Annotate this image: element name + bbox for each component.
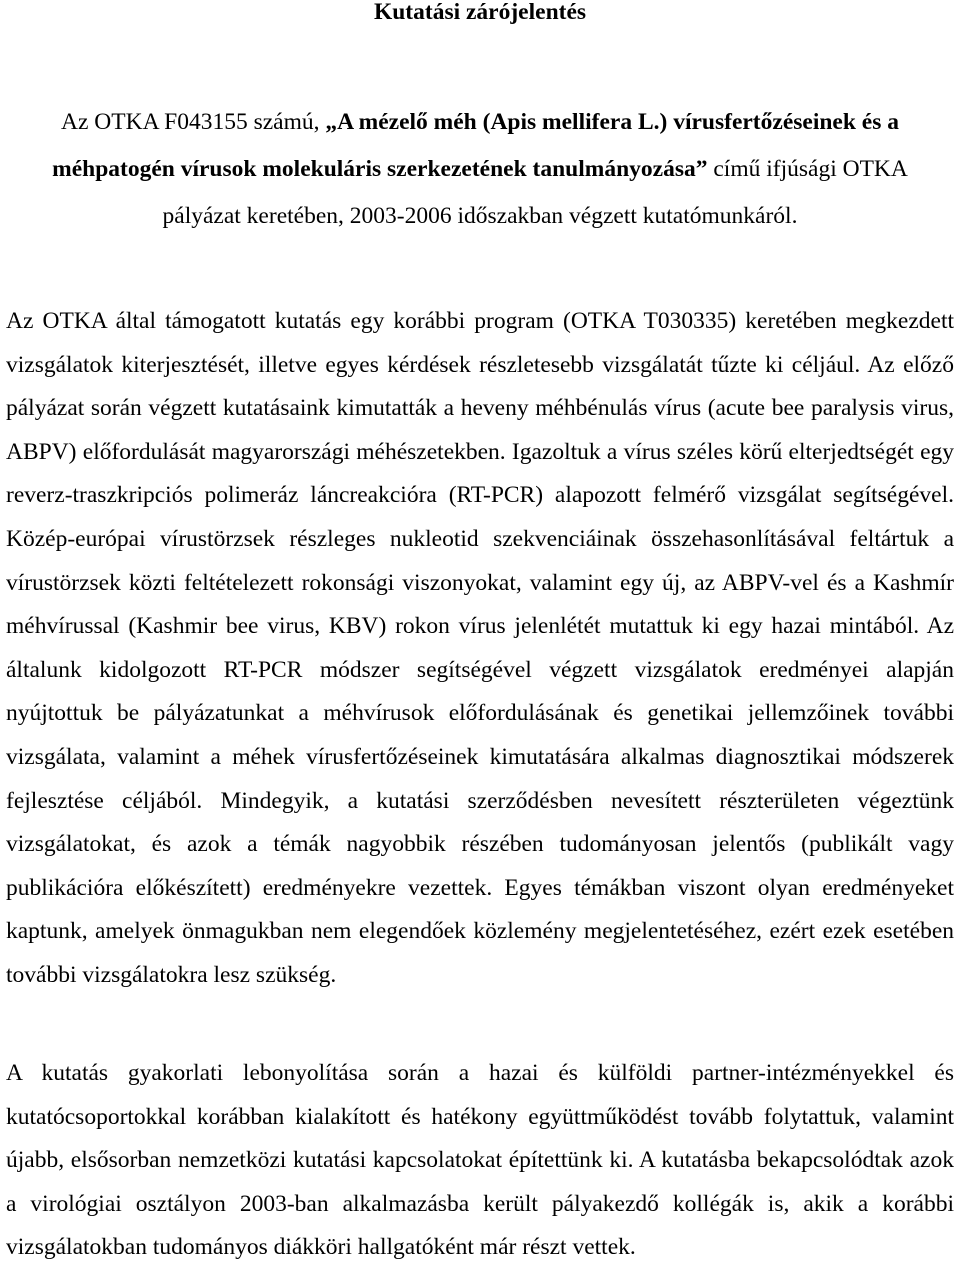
intro-paragraph	[20, 99, 940, 240]
intro-suffix: című ifjúsági OTKA pályázat keretében, 2003-2006 időszakban végzett kutatómunkáról.	[162, 156, 908, 229]
document-title: Kutatási zárójelentés	[373, 0, 587, 25]
body-paragraph-1: Az OTKA által támogatott kutatás egy korábbi program (OTKA T030335) keretében megkezdett vizsgálatok kiterjesztését, illetve egyes kérdések részletesebb vizsgálatát tűzte ki céljául. Az előző pályázat során végzett kutatásaink kimutatták a heveny méhbénulás vírus (acute bee paralysis virus, ABPV) előfordulását magyarországi méhészetekben. Igazoltuk a vírus széles körű elterjedtségét egy reverz-traszkripciós polimeráz láncreakcióra (RT-PCR) alapozott felmérő vizsgálat segítségével. Közép-európai vírustörzsek részleges nukleotid szekvenciáinak összehasonlításával feltártuk a vírustörzsek közti feltételezett rokonsági viszonyokat, valamint egy új, az ABPV-vel és a Kashmír méhvírussal (Kashmir bee virus, KBV) rokon vírus jelenlétét mutattuk ki egy hazai mintából. Az általunk kidolgozott RT-PCR módszer segítségével végzett vizsgálatok eredményei alapján nyújtottuk be pályázatunkat a méhvírusok előfordulásának és genetikai jellemzőinek további vizsgálata, valamint a méhek vírusfertőzéseinek kimutatására alkalmas diagnosztikai módszerek fejlesztése céljából. Mindegyik, a kutatási szerződésben nevesített részterületen végeztünk vizsgálatokat, és azok a témák nagyobbik részében tudományosan jelentős (publikált vagy publikációra előkészített) eredményekre vezettek. Egyes témákban viszont olyan eredményeket kaptunk, amelyek önmagukban nem elegendőek közlemény megjelentetéséhez, ezért ezek esetében további vizsgálatokra lesz szükség.	[6, 308, 954, 988]
intro-prefix: Az OTKA F043155 számú,	[61, 109, 326, 135]
project-title: „A mézelő méh (Apis mellifera L.) vírusfertőzéseinek és a méhpatogén vírusok molekuláris szerkezetének tanulmányozása”	[52, 109, 899, 182]
body-paragraph-2: A kutatás gyakorlati lebonyolítása során a hazai és külföldi partner-intézményekkel és kutatócsoportokkal korábban kialakított és hatékony együttműködést tovább folytattuk, valamint újabb, elsősorban nemzetközi kutatási kapcsolatokat építettünk ki. A kutatásba bekapcsolódtak azok a virológiai osztályon 2003-ban alkalmazásba került pályakezdő kollégák is, akik a korábbi vizsgálatokban tudományos diákköri hallgatóként már részt vettek.	[6, 1060, 954, 1261]
